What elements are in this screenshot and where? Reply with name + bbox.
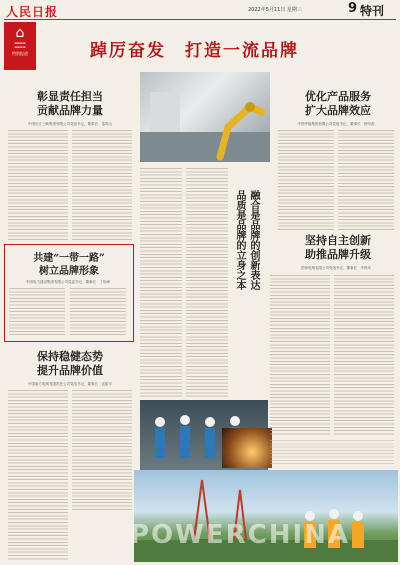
column-name: 特刊 [360, 4, 385, 18]
watermark-text: POWERCHINA [130, 520, 351, 550]
article-5-body-col2 [334, 275, 394, 435]
article-5-title: 坚持自主创新 助推品牌升级 [305, 234, 371, 261]
article-1-body-col2 [72, 130, 132, 240]
photo-captions [270, 440, 394, 464]
article-3-byline: 中国南方电网有限责任公司党组书记、董事长 孟振平 [28, 382, 112, 386]
article-1-body-col1 [8, 130, 68, 240]
issue-date: 2022年5月11日 星期三 [248, 7, 302, 13]
article-3-body-col2 [72, 390, 132, 510]
center-body-col2 [186, 168, 228, 398]
welding-photo [222, 428, 272, 468]
article-1-title: 彰显责任担当 贡献品牌力量 [37, 90, 103, 117]
article-2-body-col1 [9, 288, 65, 336]
badge-decoration: ▬▬▬▬ ▬▬▬▬ [14, 41, 26, 49]
article-1-byline: 中国长江三峡集团有限公司党组书记、董事长 雷鸣山 [28, 122, 112, 126]
power-logo-icon: ⌂ [15, 25, 25, 41]
robot-arm-icon [140, 72, 270, 162]
masthead-divider [4, 19, 396, 20]
article-2-byline: 中国电力建设集团有限公司党委书记、董事长 丁焰章 [26, 280, 110, 284]
article-4-body-col1 [278, 130, 334, 230]
article-5-body-col1 [270, 275, 330, 435]
article-4-title: 优化产品服务 扩大品牌效应 [305, 90, 371, 117]
newspaper-logo: 人民日报 [6, 5, 59, 19]
section-badge [4, 22, 36, 70]
page-number: 9 [348, 1, 358, 16]
section-badge-label: 特别报道 [12, 51, 28, 56]
factory-photo [140, 72, 270, 162]
center-body-col1 [140, 168, 182, 398]
article-4-body-col2 [338, 130, 394, 230]
article-5-byline: 国家电网有限公司党组书记、董事长 辛保安 [301, 266, 371, 270]
page-title: 踔厉奋发 打造一流品牌 [90, 41, 299, 61]
article-3-title: 保持稳健态势 提升品牌价值 [37, 350, 103, 377]
article-2-title: 共建“一带一路” 树立品牌形象 [33, 253, 105, 277]
article-2-body-col2 [70, 288, 126, 336]
article-4-byline: 中国华能集团有限公司党组书记、董事长 舒印彪 [297, 122, 375, 126]
center-vertical-title: 融合是品牌的创新表达 品质是品牌的立身之本 [234, 190, 259, 290]
article-3-body-col1 [8, 390, 68, 560]
